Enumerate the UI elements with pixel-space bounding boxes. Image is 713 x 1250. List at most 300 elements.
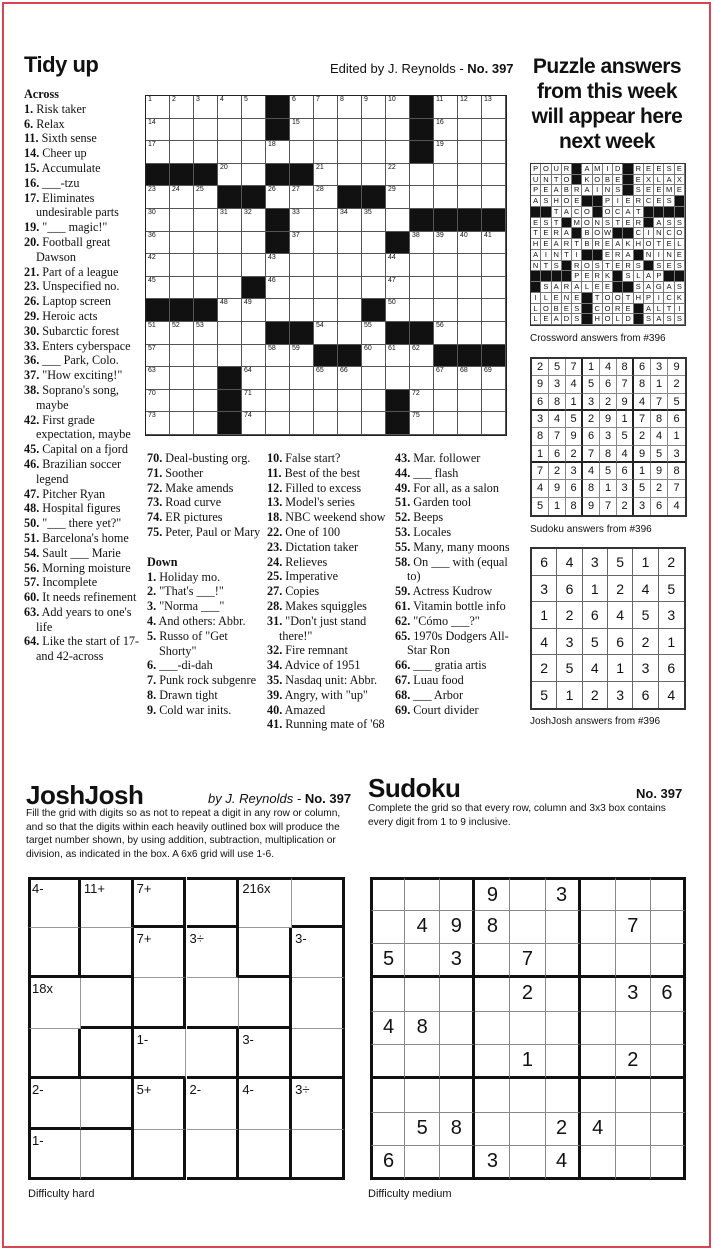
crossword-cell[interactable] [386,119,410,142]
sudoku-empty-cell[interactable] [405,1146,440,1180]
crossword-cell[interactable] [434,390,458,413]
crossword-cell[interactable] [170,254,194,277]
crossword-cell[interactable] [242,367,266,390]
crossword-cell[interactable] [338,277,362,300]
crossword-cell[interactable] [290,299,314,322]
crossword-cell[interactable] [242,322,266,345]
crossword-cell[interactable] [458,299,482,322]
crossword-cell[interactable] [314,164,338,187]
crossword-cell[interactable] [458,277,482,300]
crossword-cell[interactable] [386,345,410,368]
crossword-cell[interactable] [362,141,386,164]
answer-letter: A [664,282,674,293]
crossword-cell[interactable] [194,412,218,435]
crossword-cell[interactable] [338,390,362,413]
sudoku-answer-digit: 2 [634,428,651,445]
crossword-cell[interactable] [314,299,338,322]
sudoku-empty-cell[interactable] [510,1146,545,1180]
clue [24,294,146,309]
crossword-cell[interactable] [170,209,194,232]
joshjosh-cell[interactable] [81,1130,134,1181]
crossword-cell[interactable] [194,209,218,232]
crossword-cell[interactable] [146,186,170,209]
crossword-cell[interactable] [410,367,434,390]
sudoku-empty-cell[interactable] [581,1146,616,1180]
sudoku-empty-cell[interactable] [616,1146,651,1180]
crossword-cell[interactable] [410,164,434,187]
sudoku-empty-cell[interactable] [651,1146,686,1180]
joshjosh-cell[interactable] [239,1130,292,1181]
answer-letter: R [572,261,582,272]
crossword-cell[interactable] [170,141,194,164]
crossword-cell[interactable] [482,390,506,413]
crossword-cell[interactable] [338,232,362,255]
sudoku-empty-cell[interactable] [616,1012,651,1046]
crossword-cell[interactable] [410,186,434,209]
crossword-cell[interactable] [410,254,434,277]
sudoku-empty-cell[interactable] [440,978,475,1012]
sudoku-empty-cell[interactable] [616,1079,651,1113]
crossword-cell[interactable] [458,96,482,119]
answer-black-square [623,282,633,293]
crossword-cell[interactable] [290,367,314,390]
crossword-cell[interactable] [290,345,314,368]
crossword-cell[interactable] [194,232,218,255]
crossword-cell[interactable] [194,141,218,164]
crossword-cell[interactable] [338,119,362,142]
crossword-cell[interactable] [266,299,290,322]
crossword-cell[interactable] [386,141,410,164]
crossword-cell[interactable] [458,254,482,277]
sudoku-empty-cell[interactable] [581,1012,616,1046]
crossword-cell[interactable] [242,345,266,368]
crossword-cell[interactable] [458,141,482,164]
crossword-cell[interactable] [434,186,458,209]
crossword-cell[interactable] [146,96,170,119]
sudoku-empty-cell[interactable] [510,877,545,911]
sudoku-empty-cell[interactable] [370,911,405,945]
crossword-cell[interactable] [146,345,170,368]
sudoku-empty-cell[interactable] [546,1045,581,1079]
sudoku-empty-cell[interactable] [651,1113,686,1147]
crossword-cell[interactable] [338,299,362,322]
sudoku-empty-cell[interactable] [651,1012,686,1046]
sudoku-empty-cell[interactable] [405,944,440,978]
crossword-cell[interactable] [290,412,314,435]
crossword-cell[interactable] [386,164,410,187]
crossword-cell[interactable] [338,209,362,232]
crossword-cell[interactable] [290,141,314,164]
sudoku-empty-cell[interactable] [651,877,686,911]
crossword-cell[interactable] [194,96,218,119]
crossword-cell[interactable] [338,254,362,277]
crossword-cell[interactable] [458,412,482,435]
crossword-cell[interactable] [314,232,338,255]
sudoku-empty-cell[interactable] [405,978,440,1012]
crossword-cell[interactable] [314,322,338,345]
crossword-cell[interactable] [362,209,386,232]
crossword-cell[interactable] [170,232,194,255]
joshjosh-cell[interactable] [81,928,134,979]
crossword-cell[interactable] [314,367,338,390]
crossword-cell[interactable] [266,390,290,413]
crossword-cell[interactable] [362,322,386,345]
sudoku-empty-cell[interactable] [370,1045,405,1079]
crossword-cell[interactable] [242,299,266,322]
clue-number-label: 4 [220,96,224,103]
sudoku-empty-cell[interactable] [546,944,581,978]
crossword-cell[interactable] [434,367,458,390]
crossword-cell[interactable] [218,164,242,187]
crossword-cell[interactable] [458,119,482,142]
joshjosh-answer-digit: 3 [532,576,557,603]
joshjosh-cell[interactable] [239,928,292,979]
sudoku-empty-cell[interactable] [440,1079,475,1113]
crossword-cell[interactable] [362,345,386,368]
clue-number: 26. [24,294,40,309]
crossword-cell[interactable] [362,390,386,413]
sudoku-empty-cell[interactable] [370,1113,405,1147]
sudoku-empty-cell[interactable] [581,944,616,978]
crossword-cell[interactable] [314,412,338,435]
crossword-cell[interactable] [242,390,266,413]
clue-number-label: 73 [148,412,156,420]
joshjosh-cell[interactable] [134,1130,187,1181]
crossword-cell[interactable] [194,254,218,277]
sudoku-empty-cell[interactable] [510,1113,545,1147]
sudoku-empty-cell[interactable] [475,1079,510,1113]
sudoku-empty-cell[interactable] [651,1045,686,1079]
sudoku-empty-cell[interactable] [370,978,405,1012]
crossword-cell[interactable] [410,412,434,435]
crossword-cell[interactable] [146,277,170,300]
crossword-cell[interactable] [482,254,506,277]
crossword-cell[interactable] [482,186,506,209]
sudoku-empty-cell[interactable] [440,1012,475,1046]
crossword-cell[interactable] [362,367,386,390]
clue-number: 30. [24,323,40,338]
crossword-cell[interactable] [218,232,242,255]
crossword-cell[interactable] [386,299,410,322]
crossword-cell[interactable] [434,412,458,435]
crossword-cell[interactable] [458,232,482,255]
crossword-cell[interactable] [386,254,410,277]
answer-letter: O [562,196,572,207]
sudoku-empty-cell[interactable] [616,877,651,911]
sudoku-empty-cell[interactable] [616,944,651,978]
joshjosh-cell[interactable] [292,978,345,1029]
sudoku-empty-cell[interactable] [370,877,405,911]
crossword-cell[interactable] [242,209,266,232]
answer-letter: N [562,293,572,304]
answer-letter: M [593,164,603,175]
crossword-cell[interactable] [410,299,434,322]
crossword-cell[interactable] [242,412,266,435]
joshjosh-cell[interactable] [292,1130,345,1181]
sudoku-empty-cell[interactable] [405,877,440,911]
crossword-cell[interactable] [194,345,218,368]
sudoku-empty-cell[interactable] [651,944,686,978]
crossword-cell[interactable] [218,345,242,368]
sudoku-empty-cell[interactable] [546,911,581,945]
crossword-cell[interactable] [314,186,338,209]
crossword-cell[interactable] [410,390,434,413]
crossword-cell[interactable] [266,367,290,390]
crossword-cell[interactable] [170,390,194,413]
crossword-cell[interactable] [170,119,194,142]
clue-number-label: 70 [148,389,156,397]
crossword-cell[interactable] [146,322,170,345]
sudoku-empty-cell[interactable] [440,1045,475,1079]
crossword-cell[interactable] [290,186,314,209]
sudoku-empty-cell[interactable] [510,1012,545,1046]
crossword-cell[interactable] [434,232,458,255]
crossword-cell[interactable] [434,254,458,277]
crossword-cell[interactable] [194,186,218,209]
crossword-cell[interactable] [170,277,194,300]
crossword-cell[interactable] [362,164,386,187]
sudoku-empty-cell[interactable] [475,1113,510,1147]
sudoku-empty-cell[interactable] [581,978,616,1012]
answer-letter: S [634,185,644,196]
sudoku-empty-cell[interactable] [405,1045,440,1079]
sudoku-empty-cell[interactable] [475,1045,510,1079]
crossword-cell[interactable] [482,322,506,345]
crossword-cell[interactable] [362,412,386,435]
clue-text: Best of the best [284,465,361,480]
joshjosh-cell[interactable] [187,978,240,1029]
sudoku-empty-cell[interactable] [510,1079,545,1113]
crossword-cell[interactable] [218,119,242,142]
crossword-cell[interactable] [434,322,458,345]
crossword-cell[interactable] [170,186,194,209]
crossword-cell[interactable] [482,164,506,187]
crossword-cell[interactable] [194,390,218,413]
crossword-cell[interactable] [170,322,194,345]
sudoku-given-digit: 9 [475,877,510,911]
crossword-cell[interactable] [386,209,410,232]
sudoku-answer-digit: 8 [634,376,651,393]
crossword-cell[interactable] [410,277,434,300]
sudoku-empty-cell[interactable] [546,978,581,1012]
clue-number: 1. [147,569,157,584]
clue [267,481,393,496]
joshjosh-cell[interactable] [187,1029,240,1080]
crossword-cell[interactable] [218,322,242,345]
crossword-cell[interactable] [314,277,338,300]
crossword-cell[interactable] [146,141,170,164]
crossword-cell[interactable] [290,209,314,232]
sudoku-empty-cell[interactable] [581,1079,616,1113]
clue [24,442,146,457]
sudoku-empty-cell[interactable] [651,911,686,945]
clue-number: 43. [395,451,411,465]
crossword-cell[interactable] [338,322,362,345]
joshjosh-cell[interactable] [239,978,292,1029]
crossword-cell[interactable] [314,209,338,232]
crossword-cell[interactable] [242,164,266,187]
joshjosh-cell[interactable] [81,1079,134,1130]
crossword-cell[interactable] [194,119,218,142]
crossword-cell[interactable] [314,254,338,277]
crossword-cell[interactable] [170,96,194,119]
sudoku-empty-cell[interactable] [546,1079,581,1113]
crossword-cell[interactable] [146,119,170,142]
crossword-cell[interactable] [266,345,290,368]
crossword-cell[interactable] [314,141,338,164]
crossword-cell[interactable] [458,322,482,345]
crossword-cell[interactable] [242,254,266,277]
crossword-cell[interactable] [290,390,314,413]
answer-letter: D [613,164,623,175]
crossword-cell[interactable] [290,254,314,277]
crossword-cell[interactable] [290,119,314,142]
sudoku-empty-cell[interactable] [475,944,510,978]
crossword-cell[interactable] [362,232,386,255]
sudoku-empty-cell[interactable] [405,1079,440,1113]
crossword-cell[interactable] [218,141,242,164]
sudoku-empty-cell[interactable] [546,1012,581,1046]
crossword-cell[interactable] [146,367,170,390]
crossword-cell[interactable] [338,96,362,119]
crossword-cell[interactable] [458,390,482,413]
crossword-cell[interactable] [362,254,386,277]
crossword-cell[interactable] [434,119,458,142]
crossword-cell[interactable] [482,119,506,142]
sudoku-empty-cell[interactable] [440,1146,475,1180]
crossword-cell[interactable] [338,141,362,164]
crossword-cell[interactable] [218,277,242,300]
crossword-cell[interactable] [386,277,410,300]
crossword-cell[interactable] [218,254,242,277]
crossword-cell[interactable] [146,254,170,277]
crossword-cell[interactable] [482,232,506,255]
crossword-cell[interactable] [482,277,506,300]
crossword-cell[interactable] [458,186,482,209]
crossword-cell[interactable] [314,96,338,119]
joshjosh-cell[interactable] [187,1130,240,1181]
crossword-cell[interactable] [386,367,410,390]
sudoku-empty-cell[interactable] [475,1012,510,1046]
crossword-cell[interactable] [434,141,458,164]
crossword-cell[interactable] [410,232,434,255]
crossword-cell[interactable] [218,209,242,232]
crossword-cell[interactable] [146,209,170,232]
crossword-cell[interactable] [314,390,338,413]
crossword-cell[interactable] [482,299,506,322]
joshjosh-cell[interactable] [187,877,240,928]
crossword-cell[interactable] [194,322,218,345]
crossword-cell[interactable] [290,232,314,255]
sudoku-empty-cell[interactable] [370,1079,405,1113]
crossword-cell[interactable] [482,141,506,164]
crossword-cell[interactable] [434,299,458,322]
sudoku-empty-cell[interactable] [440,877,475,911]
crossword-cell[interactable] [434,277,458,300]
sudoku-empty-cell[interactable] [581,1045,616,1079]
crossword-cell[interactable] [266,186,290,209]
crossword-cell[interactable] [458,164,482,187]
crossword-cell[interactable] [146,232,170,255]
crossword-cell[interactable] [386,96,410,119]
sudoku-given-digit: 2 [616,1045,651,1079]
crossword-cell[interactable] [290,277,314,300]
clue-number-label: 32 [244,209,252,216]
sudoku-empty-cell[interactable] [581,911,616,945]
joshjosh-cell[interactable] [292,877,345,928]
clue [24,102,146,117]
crossword-cell[interactable] [434,96,458,119]
crossword-cell[interactable] [218,96,242,119]
crossword-cell[interactable] [362,119,386,142]
black-square [218,412,242,435]
clue-number: 53. [395,524,411,539]
clue [24,605,146,635]
crossword-cell[interactable] [170,412,194,435]
sudoku-grid [370,877,686,1180]
crossword-cell[interactable] [266,141,290,164]
crossword-cell[interactable] [482,412,506,435]
clue-number-label: 2 [172,96,176,103]
sudoku-empty-cell[interactable] [581,877,616,911]
crossword-cell[interactable] [242,119,266,142]
crossword-cell[interactable] [410,345,434,368]
crossword-cell[interactable] [338,412,362,435]
crossword-cell[interactable] [290,96,314,119]
crossword-cell[interactable] [194,367,218,390]
crossword-cell[interactable] [242,141,266,164]
crossword-cell[interactable] [266,254,290,277]
clue [147,451,265,466]
crossword-cell[interactable] [338,367,362,390]
crossword-cell[interactable] [242,232,266,255]
crossword-cell[interactable] [386,186,410,209]
sudoku-empty-cell[interactable] [616,1113,651,1147]
joshjosh-cell[interactable] [81,1029,134,1080]
crossword-cell[interactable] [362,96,386,119]
crossword-cell[interactable] [266,412,290,435]
crossword-cell[interactable] [362,277,386,300]
answer-black-square [654,207,664,218]
sudoku-empty-cell[interactable] [651,1079,686,1113]
clue-number-label: 40 [460,231,468,239]
joshjosh-answer-digit: 1 [659,629,684,656]
crossword-cell[interactable] [194,277,218,300]
joshjosh-cell[interactable] [81,978,134,1029]
crossword-cell[interactable] [146,412,170,435]
crossword-cell[interactable] [482,96,506,119]
crossword-cell[interactable] [458,367,482,390]
joshjosh-cell[interactable] [134,978,187,1029]
crossword-cell[interactable] [170,345,194,368]
crossword-cell[interactable] [242,96,266,119]
joshjosh-cell[interactable] [28,928,81,979]
crossword-cell[interactable] [218,299,242,322]
crossword-cell[interactable] [266,277,290,300]
black-square [410,119,434,142]
crossword-cell[interactable] [482,367,506,390]
sudoku-empty-cell[interactable] [475,978,510,1012]
crossword-cell[interactable] [434,164,458,187]
crossword-cell[interactable] [146,390,170,413]
joshjosh-cell[interactable] [28,1029,81,1080]
crossword-cell[interactable] [170,367,194,390]
answer-letter: P [654,271,664,282]
crossword-cell[interactable] [314,119,338,142]
crossword-cell[interactable] [338,164,362,187]
joshjosh-cell[interactable] [292,1029,345,1080]
sudoku-empty-cell[interactable] [510,911,545,945]
